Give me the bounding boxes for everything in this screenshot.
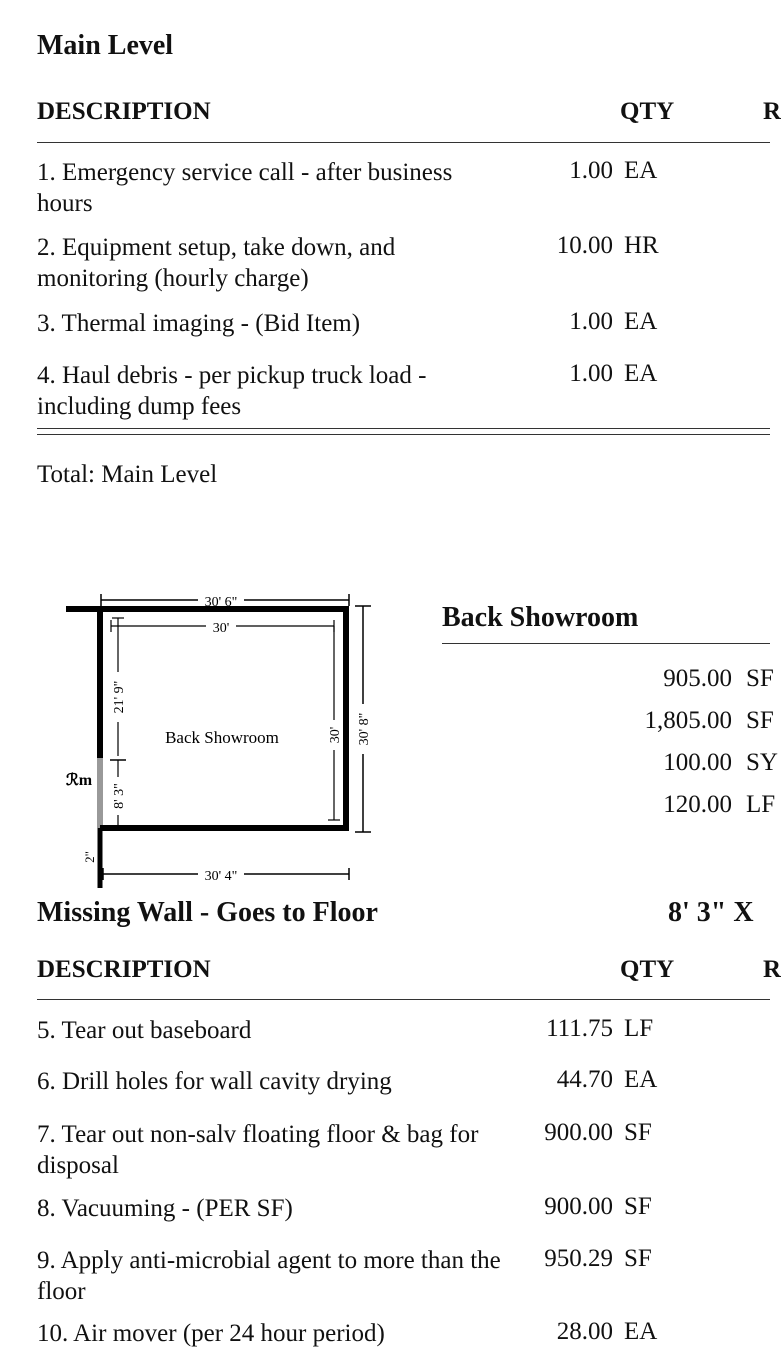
dimension-label: 30': [212, 621, 230, 636]
measurement-value: 1,805.00: [644, 707, 732, 734]
line-item-qty: 950.29: [544, 1245, 613, 1272]
line-item-description: 9. Apply anti-microbial agent to more than the floor: [37, 1247, 501, 1305]
dimension-top-inner: [111, 619, 334, 636]
room-label: Back Showroom: [165, 728, 279, 747]
section-title-main-level: Main Level: [37, 30, 174, 61]
section-dimension: 8' 3" X: [668, 897, 754, 928]
line-item-description: 2. Equipment setup, take down, and monitoring (hourly charge): [37, 234, 396, 292]
dimension-bottom: [103, 866, 349, 884]
column-header-cutoff: R: [763, 956, 781, 983]
line-item-qty: 111.75: [546, 1015, 613, 1042]
dimension-right-outer: [355, 606, 372, 832]
line-item-unit: EA: [624, 1066, 658, 1093]
line-item-qty: 1.00: [569, 157, 613, 184]
line-item-qty: 1.00: [569, 308, 613, 335]
line-item-unit: EA: [624, 157, 658, 184]
dimension-left-lower: [110, 760, 127, 825]
dimension-right-inner: [326, 626, 343, 820]
measurement-unit: SY: [746, 749, 778, 776]
column-header-cutoff: R: [763, 98, 781, 125]
line-item-description: 7. Tear out non-salv floating floor & bag for disposal: [37, 1121, 479, 1179]
measurement-unit: SF: [746, 707, 774, 734]
line-item-unit: EA: [624, 1318, 658, 1345]
column-header-qty: QTY: [620, 956, 675, 983]
line-item-description: 4. Haul debris - per pickup truck load - including dump fees: [37, 362, 427, 420]
line-item-unit: EA: [624, 360, 658, 387]
dimension-left-upper: [110, 618, 127, 756]
total-double-rule-bottom: [37, 434, 770, 435]
line-item-unit: SF: [624, 1193, 652, 1220]
line-item-unit: EA: [624, 308, 658, 335]
line-item-qty: 44.70: [556, 1066, 613, 1093]
dimension-label: 30' 4": [204, 869, 238, 884]
line-item-unit: LF: [624, 1015, 654, 1042]
column-header-description: DESCRIPTION: [37, 98, 211, 125]
header-rule: [37, 142, 770, 143]
total-label: Total: Main Level: [37, 461, 218, 488]
dimension-small: [82, 851, 97, 863]
line-item-description: 5. Tear out baseboard: [37, 1017, 252, 1044]
header-rule: [37, 999, 770, 1000]
dimension-label: 30': [328, 726, 343, 744]
line-item-qty: 28.00: [556, 1318, 613, 1345]
line-item-unit: HR: [624, 232, 659, 259]
line-item-qty: 900.00: [544, 1119, 613, 1146]
line-item-description: 6. Drill holes for wall cavity drying: [37, 1068, 392, 1095]
line-item-qty: 900.00: [544, 1193, 613, 1220]
line-item-unit: SF: [624, 1119, 652, 1146]
line-item-unit: SF: [624, 1245, 652, 1272]
adjacent-room-label: ℛm: [66, 772, 93, 789]
room-walls: [66, 609, 349, 888]
line-item-description: 1. Emergency service call - after business hours: [37, 159, 453, 217]
dimension-label: 21' 9": [112, 680, 127, 714]
line-item-description: 10. Air mover (per 24 hour period): [37, 1320, 385, 1347]
column-header-description: DESCRIPTION: [37, 956, 211, 983]
measurement-value: 905.00: [663, 665, 732, 692]
floor-plan-diagram: [0, 580, 440, 900]
line-item-description: 8. Vacuuming - (PER SF): [37, 1195, 293, 1222]
room-panel-title: Back Showroom: [442, 602, 639, 633]
measurement-value: 120.00: [663, 791, 732, 818]
room-panel-rule: [442, 643, 770, 644]
measurement-unit: LF: [746, 791, 776, 818]
line-item-qty: 10.00: [556, 232, 613, 259]
dimension-label: 30' 6": [204, 595, 238, 610]
dimension-label: 8' 3": [112, 783, 127, 809]
measurement-value: 100.00: [663, 749, 732, 776]
line-item-description: 3. Thermal imaging - (Bid Item): [37, 310, 361, 337]
section-title-missing-wall: Missing Wall - Goes to Floor: [37, 897, 378, 928]
line-item-qty: 1.00: [569, 360, 613, 387]
column-header-qty: QTY: [620, 98, 675, 125]
dimension-label: 30' 8": [357, 712, 372, 746]
dimension-label: 2": [82, 851, 97, 863]
total-double-rule-top: [37, 428, 770, 429]
measurement-unit: SF: [746, 665, 774, 692]
